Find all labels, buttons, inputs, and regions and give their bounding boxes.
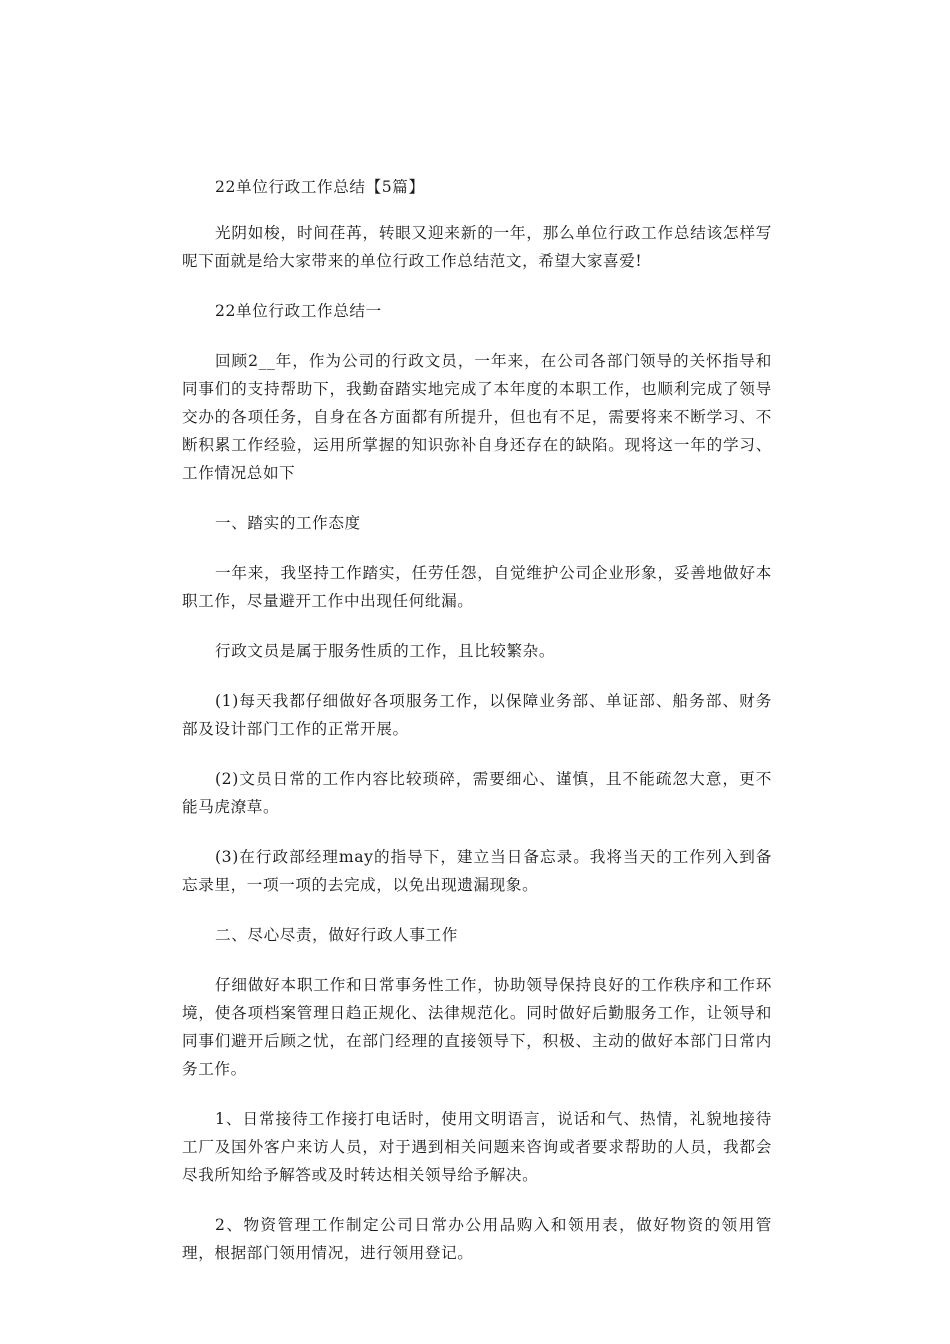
list-item-2: (2)文员日常的工作内容比较琐碎，需要细心、谨慎，且不能疏忽大意，更不能马虎潦草。	[182, 770, 772, 816]
document-title: 22单位行政工作总结【5篇】	[215, 178, 425, 196]
list-item-3: (3)在行政部经理may的指导下，建立当日备忘录。我将当天的工作列入到备忘录里，一项一项的去完成，以免出现遗漏现象。	[182, 848, 772, 894]
intro-paragraph: 光阴如梭，时间荏苒，转眼又迎来新的一年，那么单位行政工作总结该怎样写呢下面就是给大家带来的单位行政工作总结范文，希望大家喜爱!	[182, 224, 772, 270]
list-item-1: (1)每天我都仔细做好各项服务工作，以保障业务部、单证部、船务部、财务部及设计部门工作的正常开展。	[182, 692, 772, 738]
admin-paragraph: 仔细做好本职工作和日常事务性工作，协助领导保持良好的工作秩序和工作环境，使各项档案管理日趋正规化、法律规范化。同时做好后勤服务工作，让领导和同事们避开后顾之忧，在部门经理的直接领导下，积极、主动的做好本部门日常内务工作。	[182, 976, 772, 1078]
heading-admin-hr: 二、尽心尽责，做好行政人事工作	[215, 926, 458, 944]
section-title: 22单位行政工作总结一	[215, 302, 382, 320]
point-supplies: 2、物资管理工作制定公司日常办公用品购入和领用表，做好物资的领用管理，根据部门领用情况，进行领用登记。	[182, 1216, 772, 1262]
attitude-paragraph: 一年来，我坚持工作踏实，任劳任怨，自觉维护公司企业形象，妥善地做好本职工作，尽量避开工作中出现任何纰漏。	[182, 564, 772, 610]
review-paragraph: 回顾2__年，作为公司的行政文员，一年来，在公司各部门领导的关怀指导和同事们的支持帮助下，我勤奋踏实地完成了本年度的本职工作，也顺利完成了领导交办的各项任务，自身在各方面都有所提升，但也有不足，需要将来不断学习、不断积累工作经验，运用所掌握的知识弥补自身还存在的缺陷。现将这一年的学习、工作情况总如下	[182, 352, 772, 482]
heading-attitude: 一、踏实的工作态度	[215, 514, 361, 532]
service-paragraph: 行政文员是属于服务性质的工作，且比较繁杂。	[215, 642, 556, 660]
point-reception: 1、日常接待工作接打电话时，使用文明语言，说话和气、热情，礼貌地接待工厂及国外客户来访人员，对于遇到相关问题来咨询或者要求帮助的人员，我都会尽我所知给予解答或及时转达相关领导给予解决。	[182, 1110, 772, 1184]
document-page	[182, 173, 772, 1267]
